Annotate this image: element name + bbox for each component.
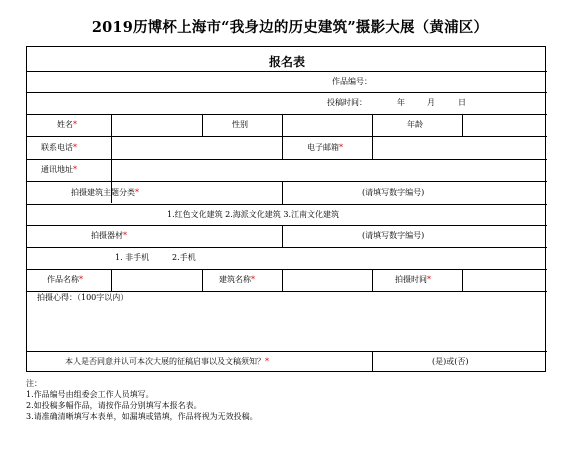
submit-time-label: 投稿时间： — [327, 98, 367, 107]
divider — [27, 71, 547, 72]
email-field[interactable] — [373, 137, 545, 158]
submit-month: 月 — [427, 98, 435, 107]
page-title: 2019历博杯上海市“我身边的历史建筑”摄影大展（黄浦区） — [91, 19, 489, 36]
divider — [372, 269, 373, 291]
feelings-label: 拍摄心得：（100字以内） — [37, 293, 129, 302]
divider — [372, 114, 373, 136]
work-number-label: 作品编号： — [332, 77, 372, 86]
theme-label: 拍摄建筑主题分类* — [71, 188, 139, 197]
divider — [202, 114, 203, 136]
name-field[interactable] — [112, 115, 201, 135]
address-label: 通讯地址* — [41, 165, 77, 174]
shoot-time-field[interactable] — [463, 270, 545, 290]
gender-label: 性别 — [232, 120, 248, 129]
work-name-label: 作品名称* — [47, 275, 83, 284]
name-label: 姓名* — [57, 120, 77, 129]
note-item: 1.作品编号由组委会工作人员填写。 — [26, 390, 154, 399]
consent-label: 本人是否同意并认可本次大展的征稿启事以及文稿须知？* — [65, 357, 269, 366]
device-options: 1. 非手机 2.手机 — [115, 253, 196, 262]
work-name-field[interactable] — [112, 270, 201, 290]
age-field[interactable] — [463, 115, 545, 135]
address-field[interactable] — [112, 160, 545, 180]
shoot-time-label: 拍摄时间* — [395, 275, 431, 284]
registration-form — [26, 46, 546, 372]
submit-year: 年 — [397, 98, 405, 107]
divider — [27, 351, 547, 352]
consent-choice[interactable]: (是)或(否) — [432, 357, 469, 366]
notes-label: 注： — [26, 379, 42, 388]
building-name-label: 建筑名称* — [219, 275, 255, 284]
email-label: 电子邮箱* — [307, 143, 343, 152]
phone-label: 联系电话* — [41, 143, 77, 152]
age-label: 年龄 — [407, 120, 423, 129]
gender-field[interactable] — [283, 115, 371, 135]
phone-field[interactable] — [112, 137, 281, 158]
form-heading: 报名表 — [268, 55, 305, 69]
submit-day: 日 — [458, 98, 466, 107]
theme-hint: (请填写数字编号) — [362, 188, 425, 197]
divider — [372, 351, 373, 372]
feelings-field[interactable] — [28, 305, 545, 350]
divider — [27, 92, 547, 93]
divider — [202, 269, 203, 291]
device-hint: (请填写数字编号) — [362, 231, 425, 240]
theme-options: 1.红色文化建筑 2.海派文化建筑 3.江南文化建筑 — [167, 210, 339, 219]
notes — [26, 378, 258, 422]
device-label: 拍摄器材* — [91, 231, 127, 240]
building-name-field[interactable] — [283, 270, 371, 290]
divider — [27, 247, 547, 248]
note-item: 2.如投稿多幅作品，请按作品分别填写本报名表。 — [26, 401, 202, 410]
divider — [27, 204, 547, 205]
note-item: 3.请准确清晰填写本表单，如漏填或错填，作品将视为无效投稿。 — [26, 412, 258, 421]
divider — [27, 291, 547, 292]
divider — [282, 136, 283, 159]
